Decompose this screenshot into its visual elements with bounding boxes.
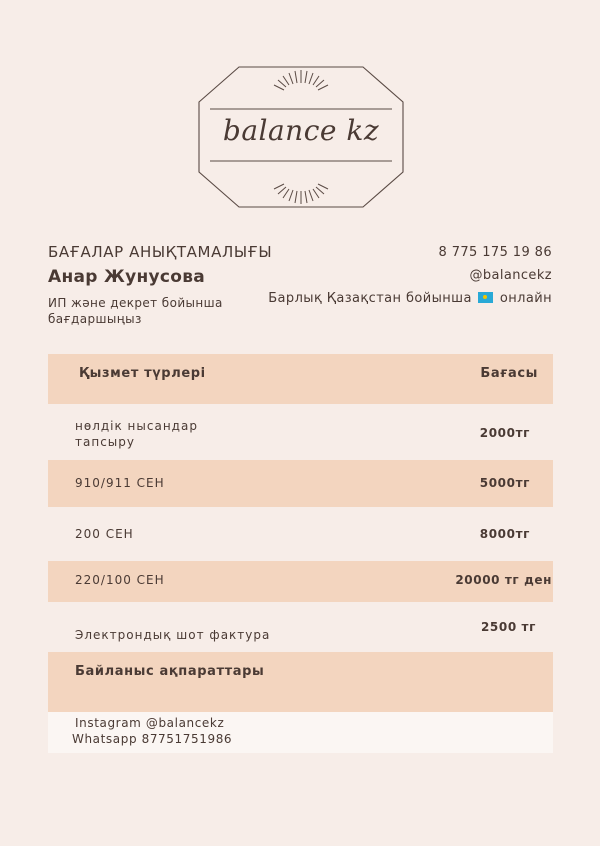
service-price: 20000 тг ден (455, 573, 552, 587)
service-name: 220/100 СЕН (75, 573, 165, 587)
column-header-price: Бағасы (480, 366, 538, 381)
table-row (48, 404, 553, 460)
header-right (268, 245, 552, 314)
service-price: 5000тг (479, 476, 530, 490)
service-price: 2500 тг (480, 620, 536, 634)
service-name: нөлдік нысандар тапсыру (75, 419, 198, 449)
kazakhstan-flag-icon (478, 292, 493, 303)
logo (198, 66, 404, 208)
consultant-role: ИП және декрет бойынша бағдаршыңыз (48, 296, 223, 326)
table-row (48, 460, 553, 507)
price-table (48, 354, 553, 753)
whatsapp-contact: Whatsapp 87751751986 (72, 732, 233, 746)
consultant-name: Анар Жунусова (48, 267, 206, 287)
phone-number: 8 775 175 19 86 (438, 245, 552, 260)
service-area (268, 291, 552, 314)
service-price: 8000тг (479, 527, 530, 541)
header-left (48, 243, 272, 327)
contacts-title: Байланыс ақпараттары (75, 664, 265, 679)
service-name: 910/911 СЕН (75, 476, 165, 490)
table-row (48, 507, 553, 561)
table-row (48, 602, 553, 652)
table-header (48, 354, 553, 404)
instagram-handle: @balancekz (469, 268, 552, 283)
service-price: 2000тг (479, 426, 530, 440)
column-header-service: Қызмет түрлері (79, 366, 206, 381)
contacts-header (48, 652, 553, 712)
sunburst-bottom-icon (274, 184, 328, 204)
instagram-contact: Instagram @balancekz (75, 716, 225, 730)
service-area-online: онлайн (499, 291, 552, 306)
service-area-text: Барлық Қазақстан бойынша (268, 291, 472, 306)
service-name: 200 СЕН (75, 527, 134, 541)
contacts-body (48, 712, 553, 753)
logo-text: balance kz (222, 114, 380, 147)
table-row (48, 561, 553, 602)
service-name: Электрондық шот фактура (75, 628, 271, 642)
page-title: БАҒАЛАР АНЫҚТАМАЛЫҒЫ (48, 243, 273, 261)
sunburst-top-icon (274, 70, 328, 90)
